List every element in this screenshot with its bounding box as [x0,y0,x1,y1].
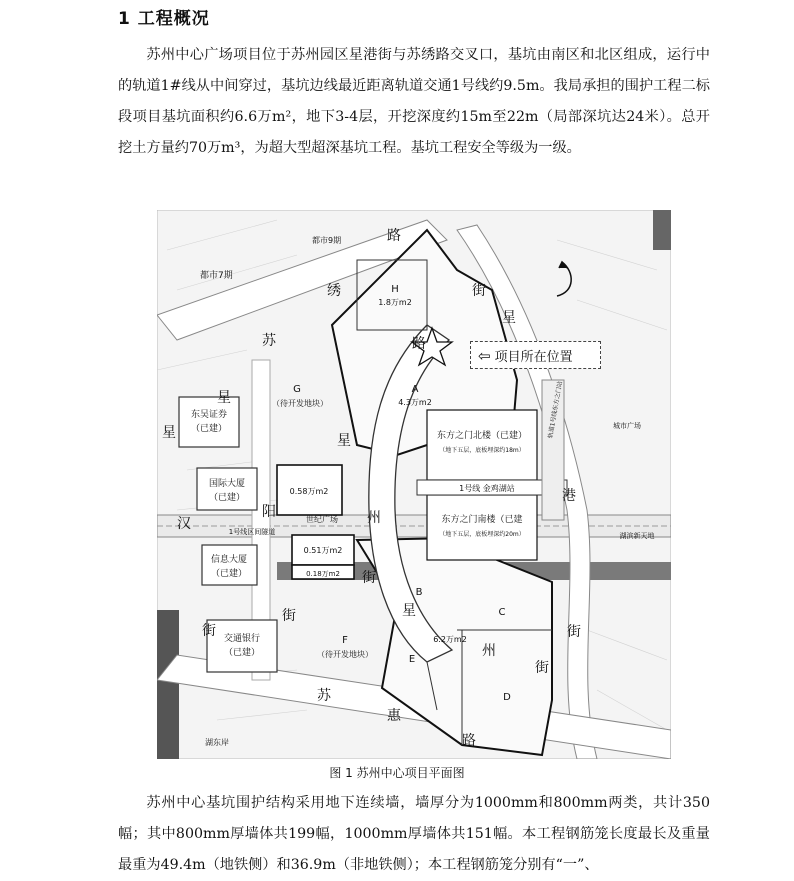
block-a: A [411,384,419,395]
block-h: H [391,284,399,295]
area-058: 0.58万m2 [289,487,329,496]
label-zhou-b: 州 [367,510,381,526]
hubin-label: 湖滨新天地 [619,532,655,540]
label-dushi7: 都市7期 [200,271,233,281]
label-zhou-d: 路 [412,336,426,352]
bldg-xinxi: 信息大厦 [210,555,248,565]
block-a-area: 4.3万m2 [398,398,432,407]
label-xing-b: 星 [162,425,176,441]
bldg-jiaotong-status: （已建） [223,648,261,658]
plaza-label: 世纪广场 [306,515,338,524]
bldg-dongwu-status: （已建） [190,424,228,434]
line1-label: 轨道1号线东方之门站 [547,380,564,439]
label-han: 汉 [177,516,191,532]
block-c: C [498,607,506,618]
callout-label: 项目所在位置 [494,350,573,365]
block-g-note: （待开发地块） [272,399,328,408]
label-zhou-c: 州 [482,643,496,659]
hudong-label: 湖东岸 [205,738,229,747]
bldg-guoji-status: （已建） [208,493,246,503]
left-arrow-icon: ⇦ [478,347,491,365]
label-yang: 阳 [262,504,276,520]
area-051: 0.51万m2 [303,546,343,555]
block-f: F [342,635,348,646]
label-hui: 惠 [387,708,401,724]
tunnel-label: 1号线区间隧道 [228,528,276,536]
area-018: 0.18万m2 [306,570,340,578]
bldg-south-tower: 东方之门南楼（已建 [441,515,523,525]
figure-caption: 图 1 苏州中心项目平面图 [329,766,465,780]
label-xing-d: 星 [337,433,351,449]
bldg-dongwu: 东吴证券 [190,410,228,420]
bldg-xinxi-status: （已建） [210,569,248,579]
label-gang: 港 [562,488,576,504]
block-b: B [415,587,423,598]
block-h-area: 1.8万m2 [378,298,412,307]
block-e: E [408,654,416,665]
label-xing-a: 星 [502,310,516,326]
site-plan-figure [157,210,671,759]
project-location-callout [470,341,601,369]
label-jie-e: 街 [362,570,376,586]
site-plan-map [157,210,671,759]
overview-paragraph: 苏州中心广场项目位于苏州园区星港街与苏绣路交叉口，基坑由南区和北区组成，运行中的轨道1#线从中间穿过，基坑边线最近距离轨道交通1号线约9.5m。我局承担的围护工程二标段项目基坑面积约6.6万m²，地下3-4层，开挖深度约15m至22m（局部深坑达24米）。总开挖土方量约70万m³，为超大型超深基坑工程。基坑工程安全等级为一级。 [118,47,710,156]
label-lu: 路 [387,228,401,244]
block-f-note: （待开发地块） [317,650,373,659]
station-label: 1号线 金鸡湖站 [459,484,515,493]
label-xing-e: 星 [402,603,416,619]
city-plaza-label: 城市广场 [613,422,641,430]
label-xiu: 绣 [327,283,341,299]
label-xing-c: 星 [217,390,231,406]
label-dushi9: 都市9期 [312,236,342,245]
label-jie-c: 街 [282,608,296,624]
label-su-b: 苏 [317,688,331,704]
block-g: G [293,384,301,395]
bldg-north-tower: 东方之门北楼（已建） [436,431,528,441]
label-jie-f: 街 [535,660,549,676]
section-heading: 1 工程概况 [118,9,210,29]
bldg-guoji: 国际大厦 [208,479,246,489]
south-area: 6.2万m2 [433,635,467,644]
retaining-structure-paragraph: 苏州中心基坑围护结构采用地下连续墙，墙厚分为1000mm和800mm两类，共计350幅；其中800mm厚墙体共199幅，1000mm厚墙体共151幅。本工程钢筋笼长度最长及重量最重为49.4m（地铁侧）和36.9m（非地铁侧）；本工程钢筋笼分别有“一”、 [118,795,710,873]
bldg-north-note: （地下五层，底板埋深约18m） [439,447,525,454]
block-d: D [503,692,511,703]
label-jie-a: 街 [472,283,486,299]
label-lu-b: 路 [462,733,476,749]
label-jie-b: 街 [567,624,581,640]
label-jie-d: 街 [202,623,216,639]
bldg-jiaotong: 交通银行 [223,634,261,644]
bldg-south-note: （地下五层，底板埋深约20m） [439,531,525,538]
label-su: 苏 [262,333,276,349]
